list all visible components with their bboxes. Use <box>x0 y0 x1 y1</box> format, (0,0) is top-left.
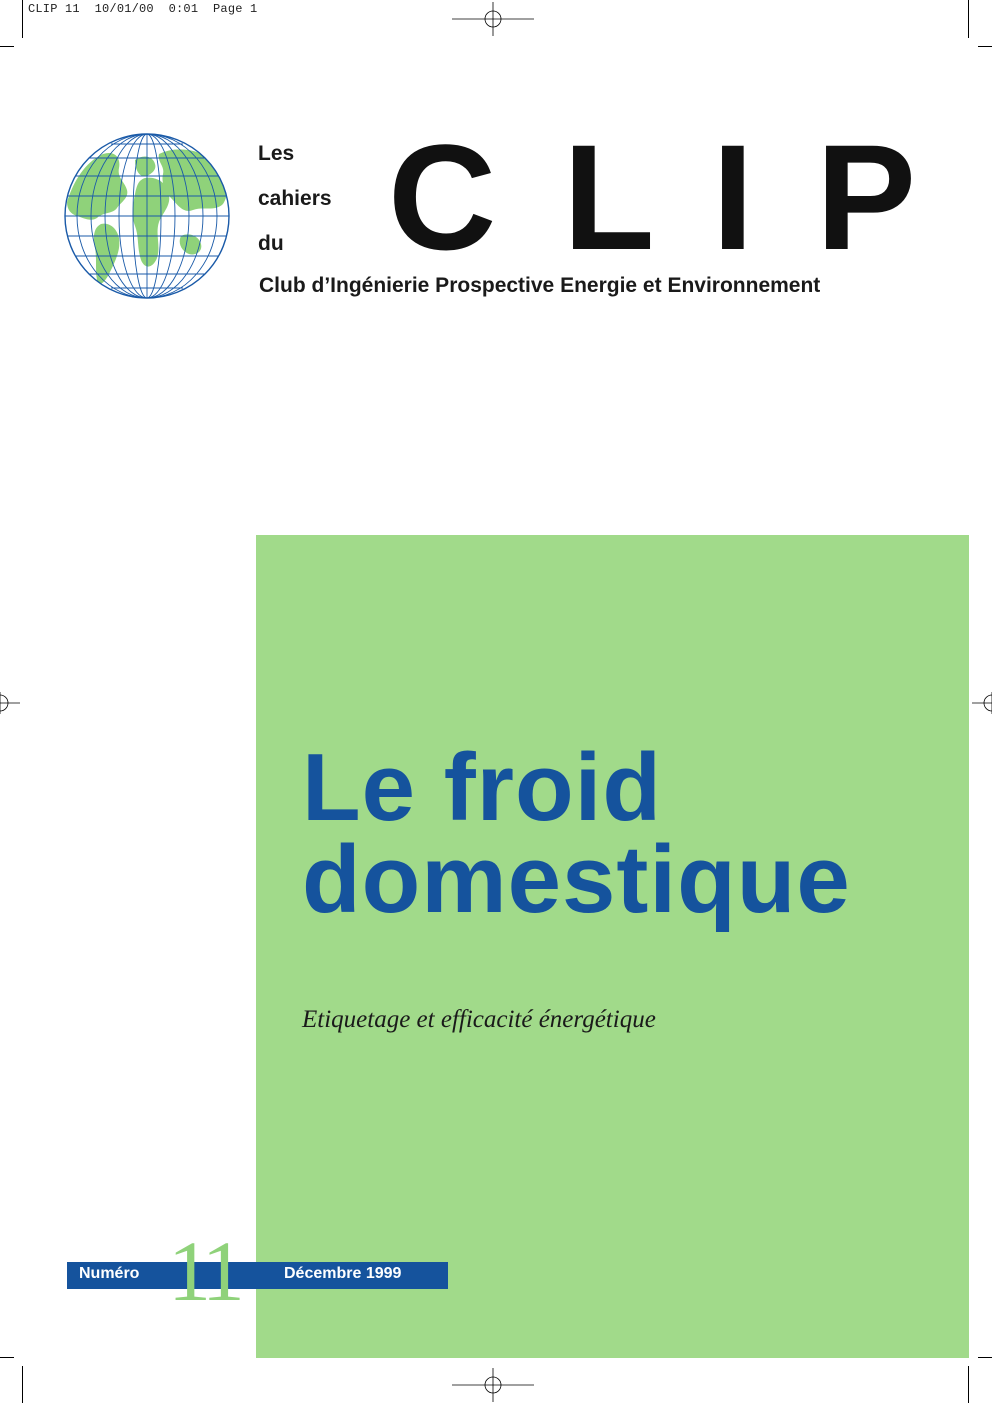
brand-letter-i: I <box>712 113 754 281</box>
crosshair-icon <box>972 686 992 720</box>
series-prefix-line: cahiers <box>258 187 332 210</box>
brand-letter-p: P <box>816 113 917 281</box>
crosshair-icon <box>452 2 534 36</box>
crop-mark-tl-v <box>22 0 23 38</box>
cover-title <box>302 734 851 933</box>
crop-mark-tr-v <box>968 0 969 38</box>
issue-date: Décembre 1999 <box>284 1265 402 1282</box>
crosshair-icon <box>0 686 20 720</box>
crop-mark-tr-h <box>978 46 992 47</box>
crop-mark-bl-h <box>0 1357 14 1358</box>
cover-title-line: domestique <box>302 826 851 933</box>
issue-label: Numéro <box>79 1265 140 1282</box>
series-prefix-line: Les <box>258 142 295 165</box>
series-prefix <box>258 131 332 266</box>
crop-mark-br-h <box>978 1357 992 1358</box>
crop-mark-tl-h <box>0 46 14 47</box>
issue-number: 11 <box>168 1223 239 1319</box>
globe-icon <box>63 132 231 300</box>
cover-title-line: Le froid <box>302 734 662 841</box>
crop-mark-br-v <box>968 1366 969 1403</box>
print-slug: CLIP 11 10/01/00 0:01 Page 1 <box>28 2 258 16</box>
brand-letter-l: L <box>563 113 655 281</box>
brand-letter-c: C <box>388 113 497 281</box>
club-name: Club d’Ingénierie Prospective Energie et Environnement <box>259 274 821 297</box>
crosshair-icon <box>452 1368 534 1402</box>
cover-subtitle: Etiquetage et efficacité énergétique <box>302 1006 656 1033</box>
crop-mark-bl-v <box>22 1366 23 1403</box>
series-prefix-line: du <box>258 232 284 255</box>
cover-panel <box>256 535 969 1358</box>
